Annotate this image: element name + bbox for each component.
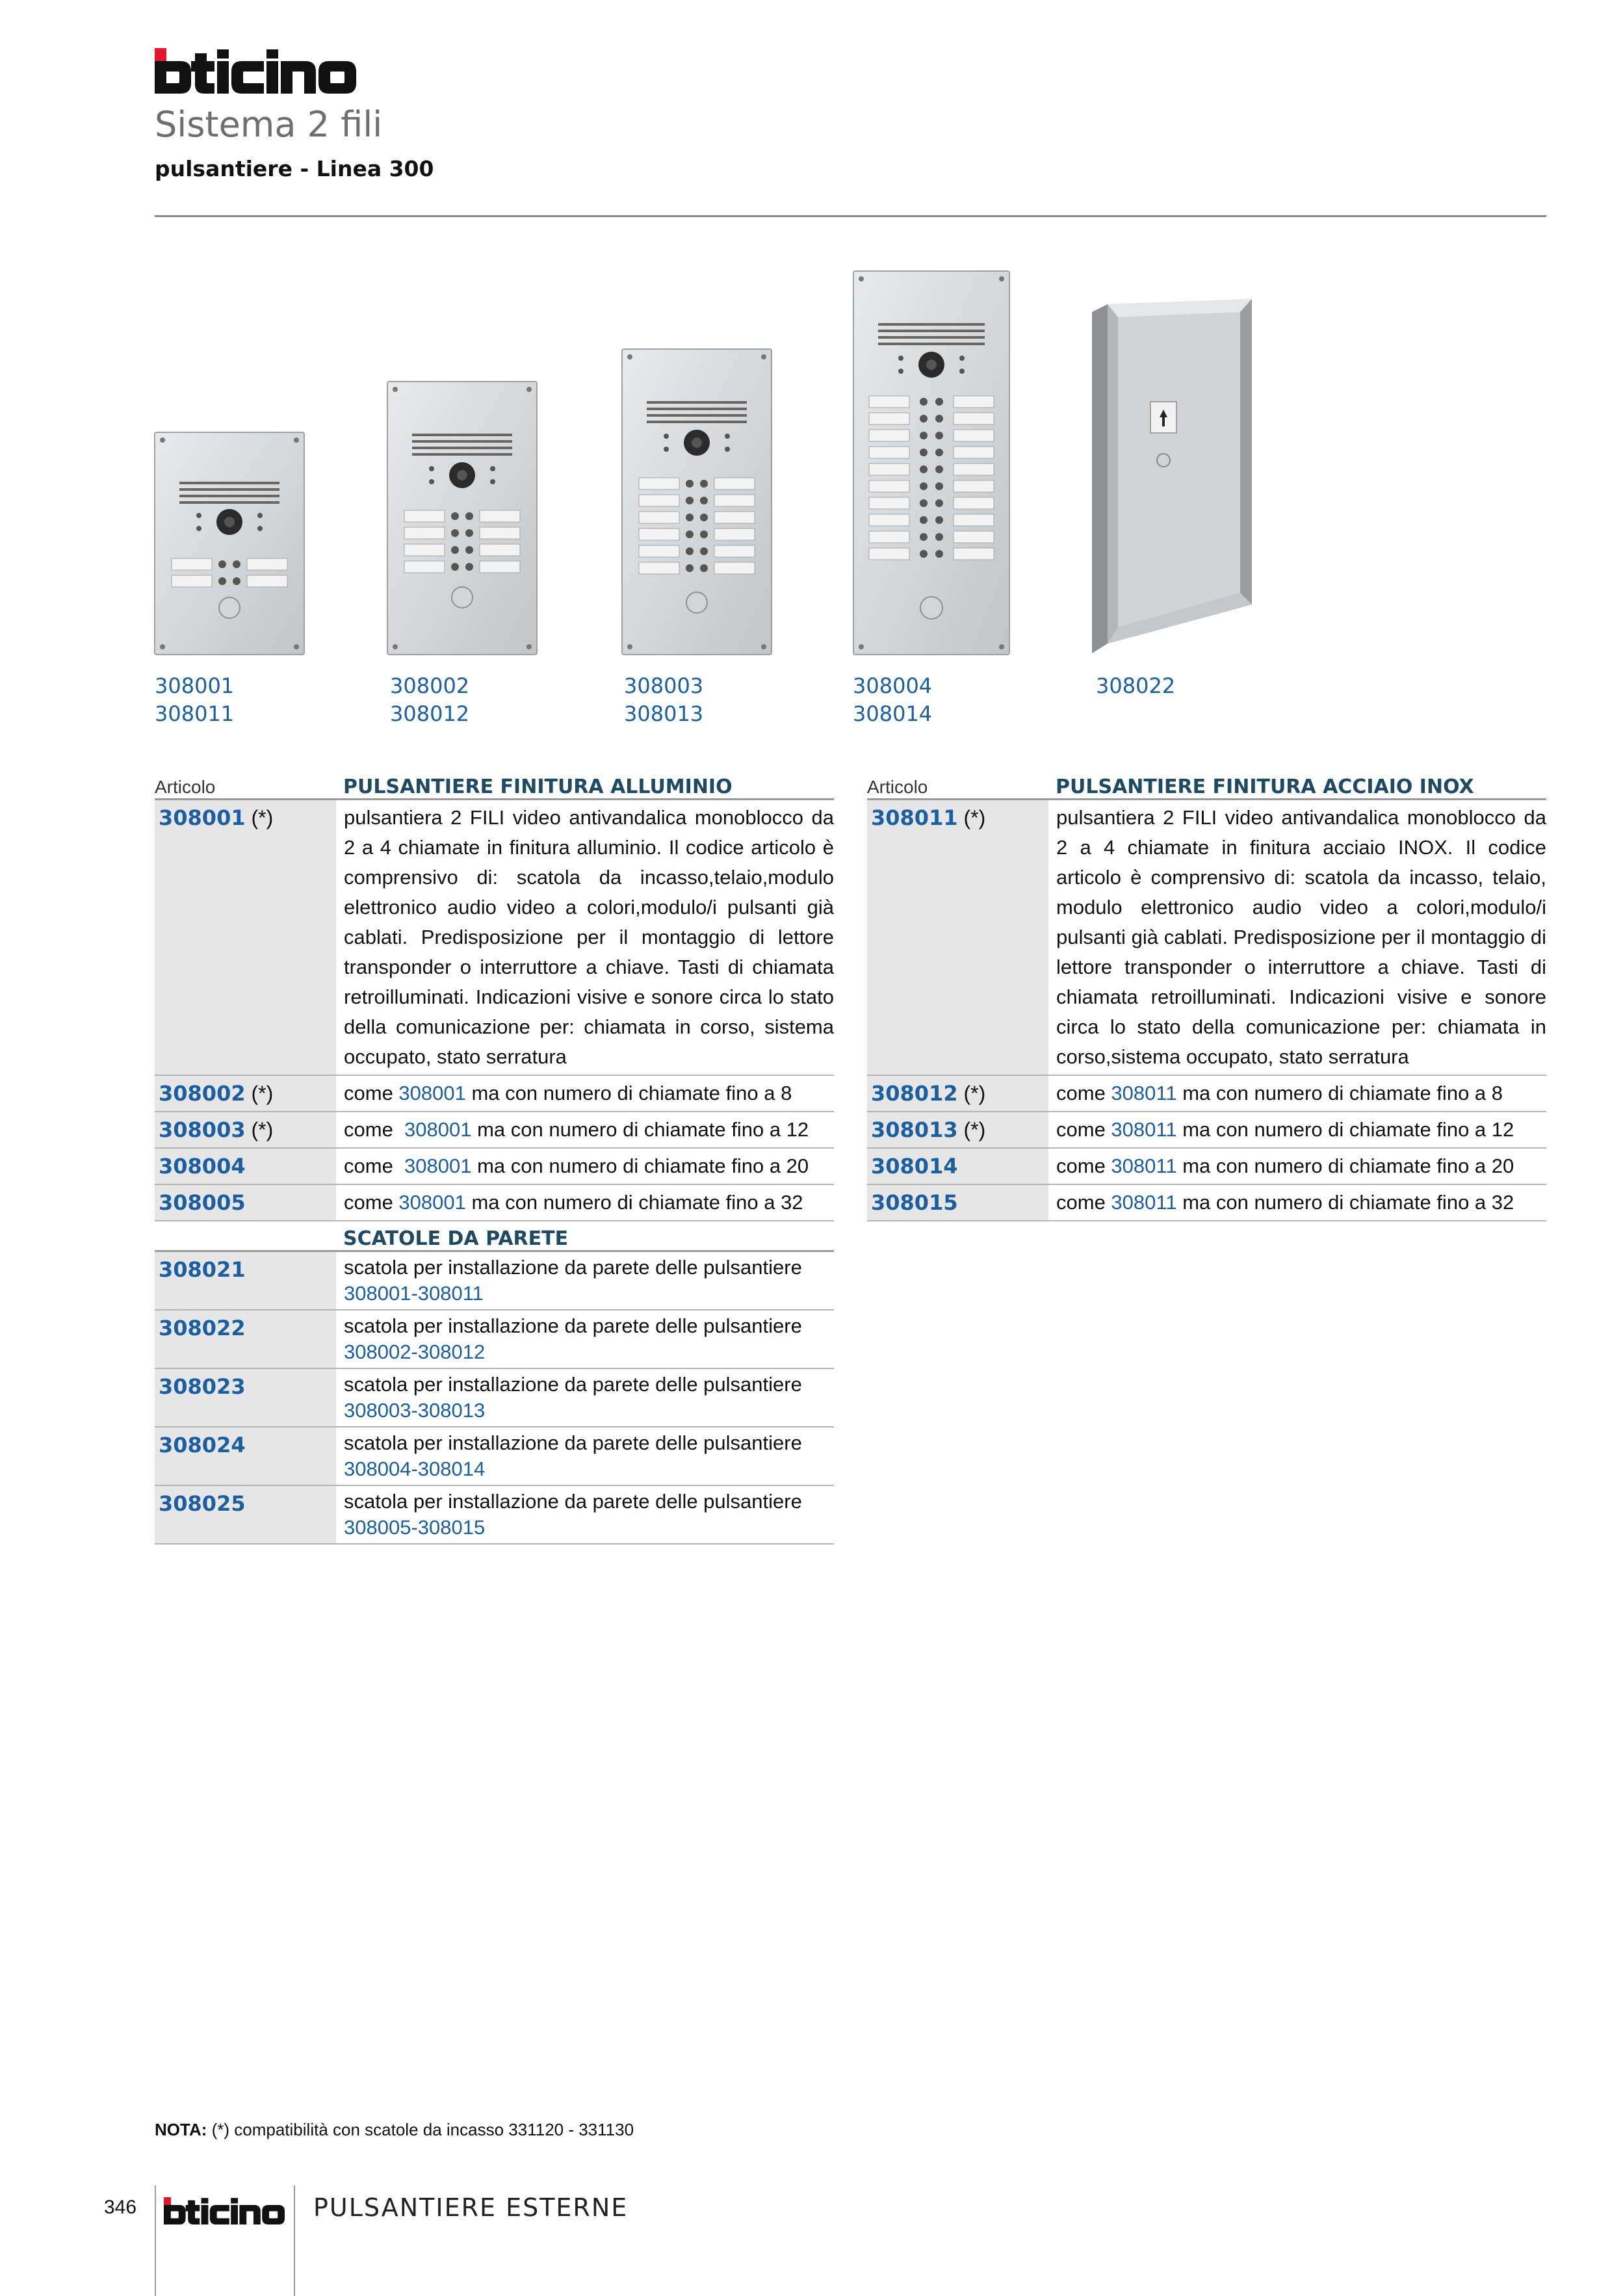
article-reference-link[interactable]: 308005-308015 (344, 1516, 486, 1539)
article-reference-link[interactable]: 308003-308013 (344, 1399, 486, 1422)
footer-bticino-logo (164, 2197, 289, 2224)
article-code[interactable]: 308024 (155, 1428, 336, 1485)
product-code[interactable]: 308022 (1096, 673, 1176, 698)
article-code[interactable]: 308012 (*) (867, 1076, 1048, 1111)
article-description: come 308001 ma con numero di chiamate fino a 32 (344, 1191, 803, 1214)
table-header (155, 776, 834, 800)
product-code[interactable]: 308004 (853, 673, 933, 698)
article-code[interactable]: 308023 (155, 1369, 336, 1426)
footnote (155, 2120, 634, 2140)
article-code[interactable]: 308011 (*) (867, 800, 1048, 1075)
table-header (867, 776, 1546, 800)
product-image-308001 (153, 431, 307, 659)
article-description: come 308001 ma con numero di chiamate fino a 20 (344, 1155, 809, 1177)
article-code[interactable]: 308025 (155, 1486, 336, 1543)
product-image-308002 (386, 380, 539, 659)
article-description: come 308011 ma con numero di chiamate fino a 32 (1056, 1191, 1514, 1214)
table-scatole-da-parete (155, 1227, 834, 1545)
footnote-label: NOTA: (155, 2120, 207, 2139)
bticino-logo (155, 48, 363, 94)
product-code[interactable]: 308012 (390, 701, 470, 726)
article-description: come 308011 ma con numero di chiamate fino a 20 (1056, 1155, 1514, 1177)
section-title: PULSANTIERE FINITURA ALLUMINIO (343, 776, 733, 798)
article-description: scatola per installazione da parete delle pulsantiere 308005-308015 (336, 1486, 834, 1543)
table-row (155, 1369, 834, 1428)
header-divider (155, 215, 1546, 217)
product-codes-3 (624, 672, 703, 728)
table-row (155, 1149, 834, 1185)
page-title: Sistema 2 fili (155, 104, 383, 145)
article-reference-link[interactable]: 308004-308014 (344, 1457, 486, 1480)
product-image-308003 (621, 348, 774, 659)
column-label-articolo: Articolo (155, 777, 216, 797)
table-row (155, 1112, 834, 1149)
article-reference-link[interactable]: 308001 (404, 1118, 472, 1141)
article-description: scatola per installazione da parete delle pulsantiere 308004-308014 (336, 1428, 834, 1485)
section-title: PULSANTIERE FINITURA ACCIAIO INOX (1056, 776, 1474, 798)
table-row (155, 1185, 834, 1221)
table-row (155, 1428, 834, 1486)
article-code[interactable]: 308004 (155, 1149, 336, 1184)
page-number: 346 (104, 2197, 137, 2218)
product-code[interactable]: 308013 (624, 701, 704, 726)
column-label-articolo: Articolo (867, 777, 928, 797)
article-reference-link[interactable]: 308011 (1111, 1082, 1177, 1104)
table-row (867, 1185, 1546, 1221)
article-reference-link[interactable]: 308001 (404, 1155, 472, 1177)
section-title: SCATOLE DA PARETE (343, 1227, 569, 1250)
article-code[interactable]: 308021 (155, 1252, 336, 1309)
footer-section-title: PULSANTIERE ESTERNE (313, 2193, 629, 2222)
product-image-308004 (852, 270, 1012, 659)
article-reference-link[interactable]: 308011 (1111, 1118, 1177, 1141)
article-reference-link[interactable]: 308001 (398, 1082, 466, 1104)
footnote-text: (*) compatibilità con scatole da incasso 331120 - 331130 (207, 2120, 634, 2139)
table-row (867, 1076, 1546, 1112)
article-description: pulsantiera 2 FILI video antivandalica monoblocco da 2 a 4 chiamate in finitura alluminio. Il codice articolo è comprensivo di: scatola da incasso,telaio,modulo elettronico audio video a colori,modulo/i pulsanti già cablati. Predisposizione per il montaggio di lettore transponder o interruttore a chiave. Tasti di chiamata retroilluminati. Indicazioni visive e sonore circa lo stato della comunicazione per: chiamata in corso, sistema occupato, stato serratura (344, 806, 834, 1068)
article-code[interactable]: 308022 (155, 1311, 336, 1368)
table-inox (867, 776, 1546, 1221)
product-code[interactable]: 308011 (155, 701, 235, 726)
article-reference-link[interactable]: 308011 (1111, 1155, 1177, 1177)
table-row (155, 1252, 834, 1311)
footer-divider (294, 2185, 295, 2296)
article-description: come 308001 ma con numero di chiamate fino a 12 (344, 1118, 809, 1141)
article-reference-link[interactable]: 308002-308012 (344, 1340, 486, 1363)
article-description: scatola per installazione da parete delle pulsantiere 308003-308013 (336, 1369, 834, 1426)
article-description: pulsantiera 2 FILI video antivandalica monoblocco da 2 a 4 chiamate in finitura acciaio INOX. Il codice articolo è comprensivo di: scatola da incasso, telaio, modulo elettronico audio video a colori,modulo/i pulsanti già cablati. Predisposizione per il montaggio di lettore transponder o interruttore a chiave. Tasti di chiamata retroilluminati. Indicazioni visive e sonore circa lo stato della comunicazione per: chiamata in corso,sistema occupato, stato serratura (1056, 806, 1546, 1068)
table-row (155, 1076, 834, 1112)
product-codes-1 (155, 672, 234, 728)
article-description: come 308001 ma con numero di chiamate fino a 8 (344, 1082, 792, 1104)
product-code[interactable]: 308003 (624, 673, 704, 698)
article-description: scatola per installazione da parete delle pulsantiere 308002-308012 (336, 1311, 834, 1368)
table-alluminio (155, 776, 834, 1221)
article-code[interactable]: 308005 (155, 1185, 336, 1220)
table-row (867, 800, 1546, 1076)
article-reference-link[interactable]: 308011 (1111, 1191, 1177, 1214)
table-row (867, 1112, 1546, 1149)
product-code[interactable]: 308002 (390, 673, 470, 698)
table-row (155, 1311, 834, 1369)
table-header (155, 1227, 834, 1252)
table-row (155, 800, 834, 1076)
article-description: come 308011 ma con numero di chiamate fino a 12 (1056, 1118, 1514, 1141)
product-codes-2 (390, 672, 469, 728)
article-code[interactable]: 308003 (*) (155, 1112, 336, 1147)
product-codes-4 (853, 672, 932, 728)
article-code[interactable]: 308001 (*) (155, 800, 336, 1075)
article-description: come 308011 ma con numero di chiamate fino a 8 (1056, 1082, 1503, 1104)
article-code[interactable]: 308015 (867, 1185, 1048, 1220)
article-code[interactable]: 308002 (*) (155, 1076, 336, 1111)
product-image-308022-wall-box (1092, 299, 1267, 657)
page-subtitle: pulsantiere - Linea 300 (155, 156, 434, 181)
article-reference-link[interactable]: 308001 (398, 1191, 466, 1214)
article-description: scatola per installazione da parete delle pulsantiere 308001-308011 (336, 1252, 834, 1309)
product-codes-5 (1096, 672, 1175, 700)
product-code[interactable]: 308014 (853, 701, 933, 726)
article-code[interactable]: 308014 (867, 1149, 1048, 1184)
article-reference-link[interactable]: 308001-308011 (344, 1282, 484, 1305)
product-code[interactable]: 308001 (155, 673, 235, 698)
article-code[interactable]: 308013 (*) (867, 1112, 1048, 1147)
table-row (867, 1149, 1546, 1185)
footer-divider (155, 2185, 156, 2296)
table-row (155, 1486, 834, 1545)
